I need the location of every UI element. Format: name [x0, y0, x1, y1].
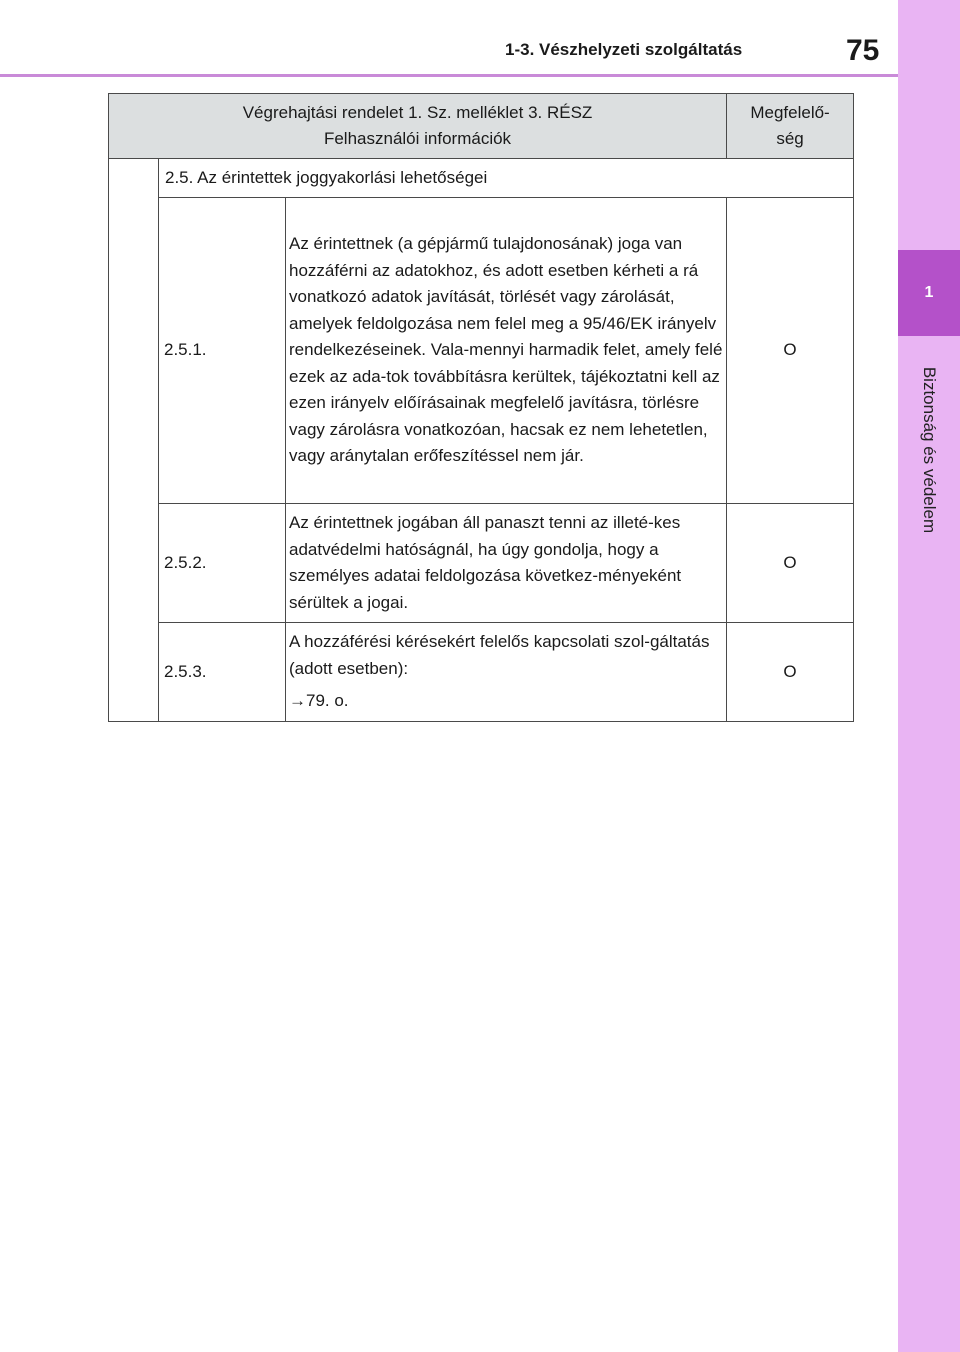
- section-heading: 2.5. Az érintettek joggyakorlási lehetőségei: [159, 159, 854, 198]
- header-divider: [0, 74, 898, 77]
- row-number: 2.5.3.: [159, 623, 286, 722]
- row-text: Az érintettnek (a gépjármű tulajdonosának) joga van hozzáférni az adatokhoz, és adott esetben kérheti a rá vonatkozó adatok javítását, törlését vagy zárolását, amelyek feldolgozása nem felel meg a 95/46/EK irányelv rendelkezéseinek. Vala-mennyi harmadik felet, amely felé ezek az ada-tok továbbításra kerültek, tájékoztatni kell az ezen irányelv előírásainak megfelelő javításra, törlésre vagy zárolásra vonatkozóan, hacsak ez nem lehetetlen, vagy aránytalan erőfeszítéssel nem jár.: [286, 198, 727, 504]
- chapter-title: Biztonság és védelem: [920, 366, 939, 534]
- table-section-row: [109, 159, 854, 198]
- header-info-line2: Felhasználói információk: [323, 129, 512, 148]
- row-text-cell: [286, 623, 727, 722]
- header-compliance-line2: ség: [776, 129, 804, 148]
- indent-cell: [109, 159, 159, 722]
- table-row: [109, 198, 854, 504]
- section-title: 1-3. Vészhelyzeti szolgáltatás: [505, 40, 743, 59]
- header-cell-compliance: [727, 94, 854, 159]
- header-compliance-line1: Megfelelő-: [750, 103, 830, 122]
- row-text: Az érintettnek jogában áll panaszt tenni az illeté-kes adatvédelmi hatóságnál, ha úgy gondolja, hogy a személyes adatai feldolgozása következ-ményeként sérültek a jogai.: [286, 504, 727, 623]
- chapter-number: 1: [924, 284, 934, 301]
- row-mark: O: [727, 504, 854, 623]
- side-tab-band: [898, 0, 960, 1352]
- row-mark: O: [727, 198, 854, 504]
- header-cell-info: [109, 94, 727, 159]
- table-row: [109, 504, 854, 623]
- page-reference-link[interactable]: →79. o.: [289, 691, 349, 710]
- table-row: [109, 623, 854, 722]
- chapter-tab[interactable]: [898, 250, 960, 336]
- row-mark: O: [727, 623, 854, 722]
- row-number: 2.5.1.: [159, 198, 286, 504]
- table-header-row: [109, 94, 854, 159]
- row-text: A hozzáférési kérésekért felelős kapcsolati szol-gáltatás (adott esetben):: [289, 632, 710, 678]
- page-number: 75: [846, 34, 880, 67]
- row-number: 2.5.2.: [159, 504, 286, 623]
- header-info-line1: Végrehajtási rendelet 1. Sz. melléklet 3. RÉSZ: [242, 102, 593, 122]
- regulation-table: [108, 93, 854, 722]
